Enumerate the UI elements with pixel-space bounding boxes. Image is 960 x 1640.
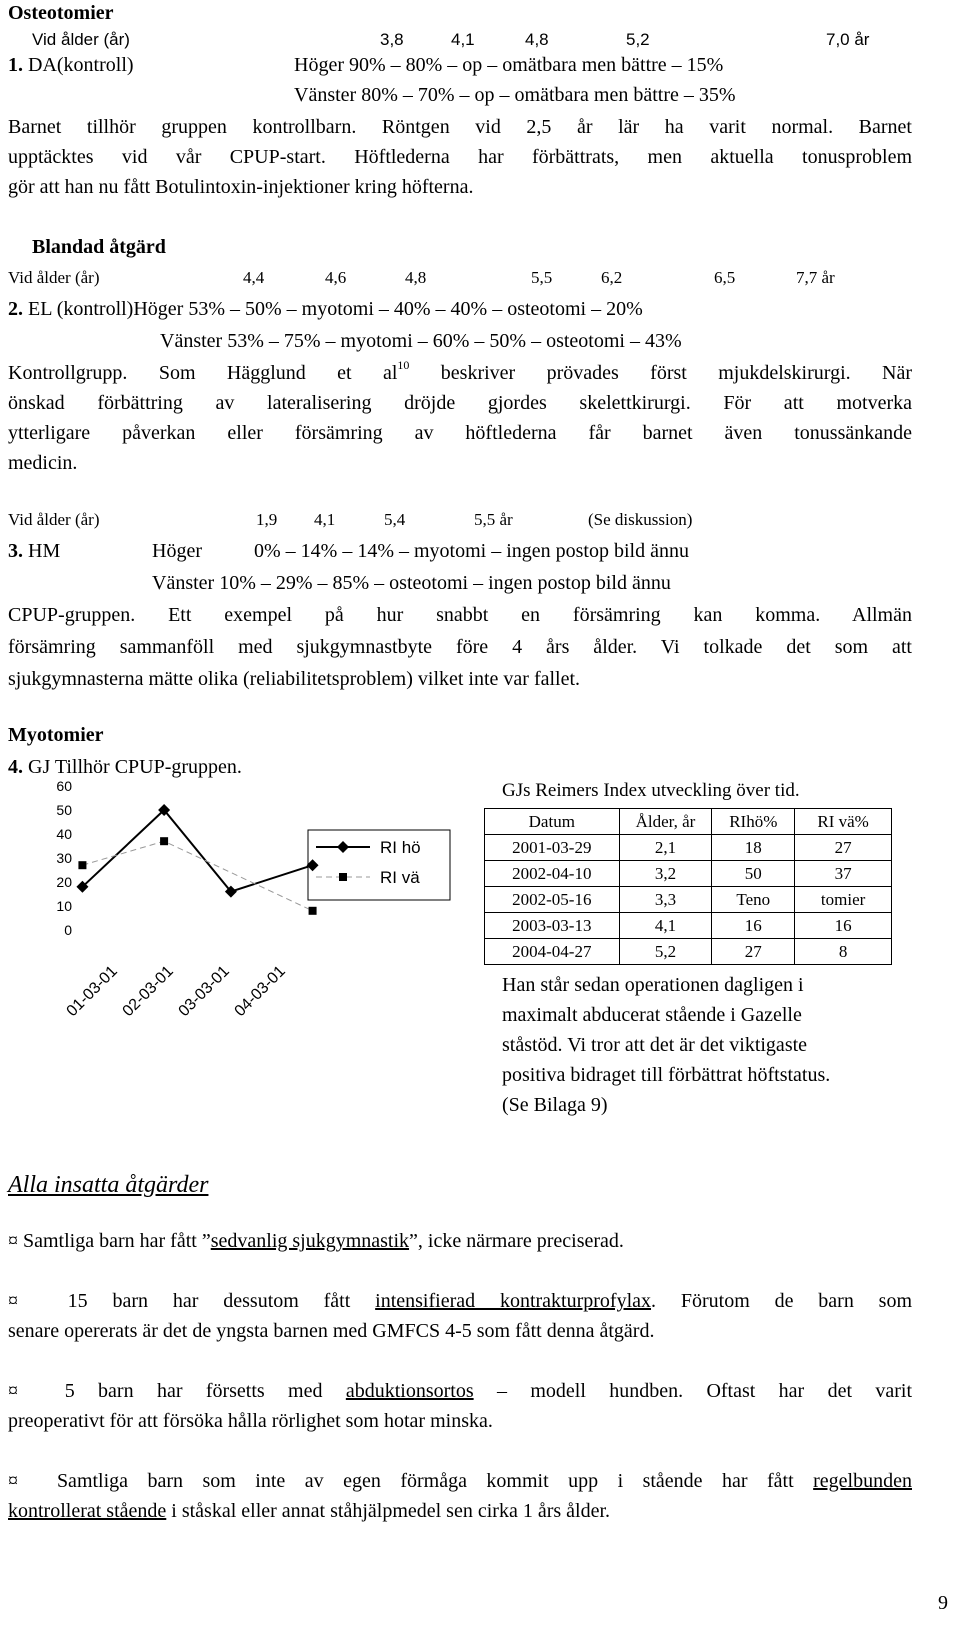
y-tick-label: 20 xyxy=(56,874,72,890)
table-header: Ålder, år xyxy=(619,809,712,835)
case-3-right: 0% – 14% – 14% – myotomi – ingen postop bild ännu xyxy=(254,540,689,562)
table-cell: 16 xyxy=(795,913,892,939)
legend-label: RI hö xyxy=(380,838,421,857)
case-3-text-line: CPUP-gruppen. Ett exempel på hur snabbt en försämring kan komma. Allmän xyxy=(8,604,912,626)
table-cell: 2004-04-27 xyxy=(485,939,620,965)
legend-label: RI vä xyxy=(380,868,420,887)
case-3-text-line: sjukgymnasterna mätte olika (reliabilitetsproblem) vilket inte var fallet. xyxy=(8,668,581,690)
bullet-4-line: kontrollerat stående i ståskal eller annat ståhjälpmedel sen cirka 1 års ålder. xyxy=(8,1500,611,1522)
y-tick-label: 0 xyxy=(64,922,72,938)
table-cell: 3,3 xyxy=(619,887,712,913)
table-cell: 8 xyxy=(795,939,892,965)
table-cell: 27 xyxy=(795,835,892,861)
table-cell: 18 xyxy=(712,835,795,861)
case-2-left: Vänster 53% – 75% – myotomi – 60% – 50% – osteotomi – 43% xyxy=(160,330,682,352)
legend-marker xyxy=(337,841,349,853)
blandad-heading: Blandad åtgärd xyxy=(32,236,166,258)
blandad-age: 6,5 xyxy=(714,268,736,287)
y-tick-label: 60 xyxy=(56,778,72,794)
y-tick-label: 50 xyxy=(56,802,72,818)
blandad-ages-label: Vid ålder (år) xyxy=(8,268,100,287)
table-cell: 2002-05-16 xyxy=(485,887,620,913)
data-point-square xyxy=(78,861,86,869)
x-tick-label: 04-03-01 xyxy=(231,962,289,1021)
hm-age: (Se diskussion) xyxy=(588,510,693,529)
osteo-age: 7,0 år xyxy=(826,30,870,49)
gj-note-line: ståstöd. Vi tror att det är det viktigaste xyxy=(502,1034,808,1056)
case-3-name: HM xyxy=(28,540,61,562)
bullet-1: ¤ Samtliga barn har fått ”sedvanlig sjukgymnastik”, icke närmare preciserad. xyxy=(8,1230,624,1252)
table-cell: 16 xyxy=(712,913,795,939)
osteo-age: 4,8 xyxy=(525,30,549,49)
page-number: 9 xyxy=(938,1592,948,1614)
blandad-age: 4,8 xyxy=(405,268,427,287)
series-line xyxy=(82,810,312,892)
gj-table xyxy=(484,808,892,965)
table-row xyxy=(485,939,892,965)
data-point-square xyxy=(160,837,168,845)
table-row xyxy=(485,835,892,861)
data-point-square xyxy=(309,907,317,915)
table-header: Datum xyxy=(485,809,620,835)
legend-box xyxy=(308,830,450,900)
case-1-text-line: gör att han nu fått Botulintoxin-injektioner kring höfterna. xyxy=(8,176,474,198)
case-1-right: Höger 90% – 80% – op – omätbara men bättre – 15% xyxy=(294,54,724,76)
osteo-age: 4,1 xyxy=(451,30,475,49)
bullet-2-line: senare opererats är det de yngsta barnen med GMFCS 4-5 som fått denna åtgärd. xyxy=(8,1320,655,1342)
case-2-right: EL (kontroll)Höger 53% – 50% – myotomi – 40% – 40% – osteotomi – 20% xyxy=(28,298,643,320)
table-header: RI vä% xyxy=(795,809,892,835)
table-cell: 2,1 xyxy=(619,835,712,861)
case-3-line: 3. HM xyxy=(8,540,61,562)
case-3-right-label: Höger xyxy=(152,540,202,562)
hm-age: 4,1 xyxy=(314,510,336,529)
y-tick-label: 30 xyxy=(56,850,72,866)
case-4-line: 4. GJ Tillhör CPUP-gruppen. xyxy=(8,756,242,778)
case-3-left: Vänster 10% – 29% – 85% – osteotomi – ingen postop bild ännu xyxy=(152,572,671,594)
reimers-index-chart xyxy=(40,778,480,1100)
blandad-age: 4,4 xyxy=(243,268,265,287)
case-2-text-line: Kontrollgrupp. Som Hägglund et $al^{10}$ beskriver prövades först mjukdelskirurgi. När xyxy=(8,358,912,384)
case-2-text-line: önskad förbättring av lateralisering dröjde gjordes skelettkirurgi. För att motverka xyxy=(8,392,912,414)
y-tick-label: 10 xyxy=(56,898,72,914)
blandad-age: 6,2 xyxy=(601,268,623,287)
case-1-number: 1. DA(kontroll) xyxy=(8,54,134,76)
table-row xyxy=(485,861,892,887)
hm-ages-label: Vid ålder (år) xyxy=(8,510,100,529)
x-tick-label: 01-03-01 xyxy=(63,962,121,1021)
bullet-icon: ¤ xyxy=(8,1380,18,1402)
blandad-age: 5,5 xyxy=(531,268,553,287)
bullet-4-line: ¤ Samtliga barn som inte av egen förmåga kommit upp i stående har fått regelbunden xyxy=(8,1470,912,1492)
x-tick-label: 03-03-01 xyxy=(175,962,233,1021)
osteo-age: 5,2 xyxy=(626,30,650,49)
osteo-ages-label: Vid ålder (år) xyxy=(32,30,130,49)
table-cell: 5,2 xyxy=(619,939,712,965)
osteo-age: 3,8 xyxy=(380,30,404,49)
table-cell: 2001-03-29 xyxy=(485,835,620,861)
case-4-name: GJ Tillhör CPUP-gruppen. xyxy=(28,756,242,778)
gj-note-line: positiva bidraget till förbättrat höftstatus. xyxy=(502,1064,831,1086)
case-1-text-line: Barnet tillhör gruppen kontrollbarn. Röntgen vid 2,5 år lär ha varit normal. Barnet xyxy=(8,116,912,138)
gj-note-line: (Se Bilaga 9) xyxy=(502,1094,608,1116)
table-cell: 37 xyxy=(795,861,892,887)
bullet-3-line: ¤ 5 barn har försetts med abduktionsortos – modell hundben. Oftast har det varit xyxy=(8,1380,913,1402)
gj-note-line: Han står sedan operationen dagligen i xyxy=(502,974,804,996)
case-1-name: DA(kontroll) xyxy=(28,54,134,76)
table-cell: 2003-03-13 xyxy=(485,913,620,939)
table-cell: 50 xyxy=(712,861,795,887)
case-2-text-line: medicin. xyxy=(8,452,78,474)
osteotomier-heading: Osteotomier xyxy=(8,2,114,24)
table-cell: 4,1 xyxy=(619,913,712,939)
hm-age: 1,9 xyxy=(256,510,278,529)
table-cell: tomier xyxy=(795,887,892,913)
case-3-text-line: försämring sammanföll med sjukgymnastbyte före 4 års ålder. Vi tolkade det som att xyxy=(8,636,912,658)
table-row xyxy=(485,887,892,913)
case-1-text-line: upptäcktes vid vår CPUP-start. Höftlederna har förbättrats, men aktuella tonusproblem xyxy=(8,146,912,168)
table-cell: Teno xyxy=(712,887,795,913)
myotomier-heading: Myotomier xyxy=(8,724,104,746)
table-cell: 27 xyxy=(712,939,795,965)
table-header: RIhö% xyxy=(712,809,795,835)
y-tick-label: 40 xyxy=(56,826,72,842)
x-tick-label: 02-03-01 xyxy=(119,962,177,1021)
table-row xyxy=(485,913,892,939)
case-1-left: Vänster 80% – 70% – op – omätbara men bättre – 35% xyxy=(294,84,736,106)
gj-note-line: maximalt abducerat stående i Gazelle xyxy=(502,1004,802,1026)
bullet-icon: ¤ xyxy=(8,1230,18,1252)
bullet-icon: ¤ xyxy=(8,1290,18,1312)
case-2-line: 2. EL (kontroll)Höger 53% – 50% – myotomi – 40% – 40% – osteotomi – 20% xyxy=(8,298,643,320)
table-header-row xyxy=(485,809,892,835)
blandad-age: 7,7 år xyxy=(796,268,835,287)
bullet-icon: ¤ xyxy=(8,1470,18,1492)
legend-marker xyxy=(339,873,347,881)
reference-sup: 10 xyxy=(397,358,410,372)
bullet-3-line: preoperativt för att försöka hålla rörlighet som hotar minska. xyxy=(8,1410,493,1432)
hm-age: 5,5 år xyxy=(474,510,513,529)
case-2-text-line: ytterligare påverkan eller försämring av höftlederna får barnet även tonussänkande xyxy=(8,422,912,444)
bullet-2-line: ¤ 15 barn har dessutom fått intensifierad kontrakturprofylax. Förutom de barn som xyxy=(8,1290,913,1312)
table-cell: 2002-04-10 xyxy=(485,861,620,887)
table-cell: 3,2 xyxy=(619,861,712,887)
blandad-age: 4,6 xyxy=(325,268,347,287)
hm-age: 5,4 xyxy=(384,510,406,529)
gj-table-caption: GJs Reimers Index utveckling över tid. xyxy=(502,780,800,801)
alla-heading: Alla insatta åtgärder xyxy=(8,1172,209,1198)
